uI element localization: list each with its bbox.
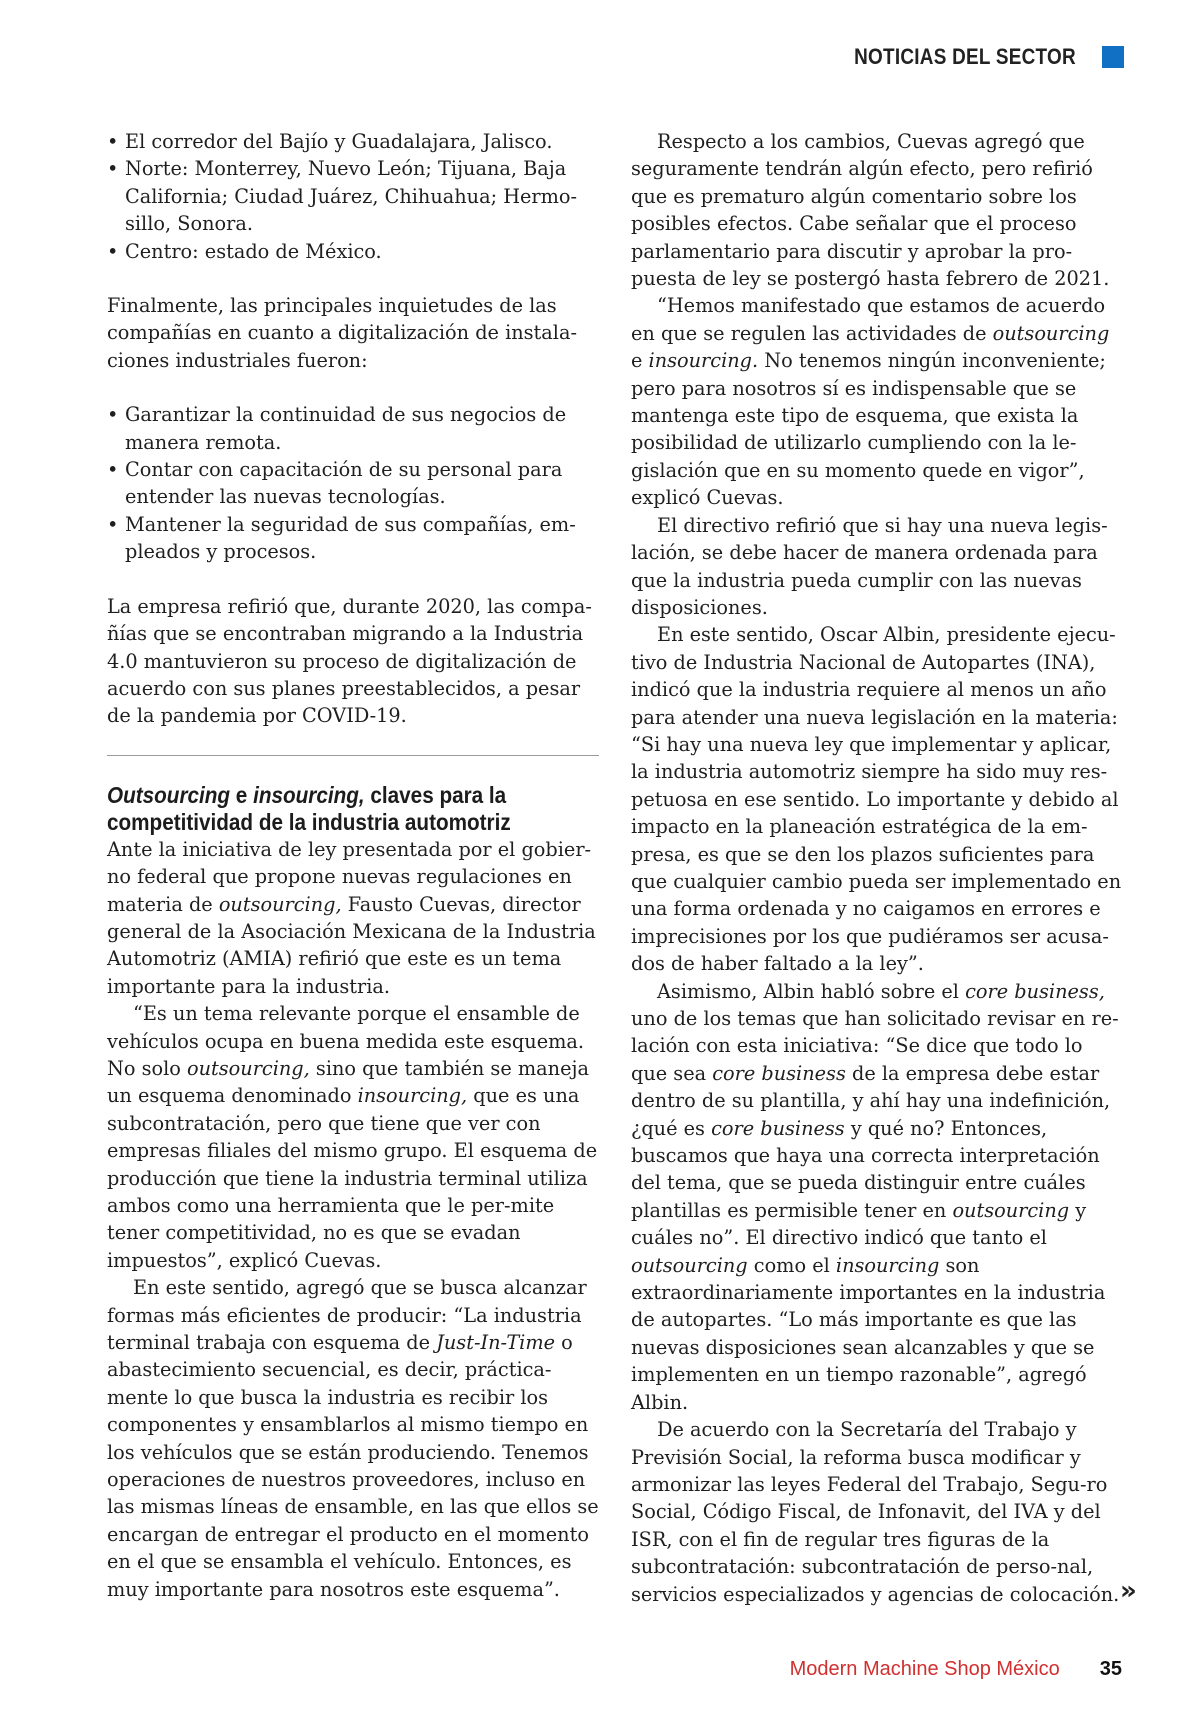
paragraph: Finalmente, las principales inquietudes de las compañías en cuanto a digitalización de instala-ciones industriales fueron:: [107, 294, 577, 372]
left-column: [107, 128, 599, 1603]
list-item: • Norte: Monterrey, Nuevo León; Tijuana, Baja California; Ciudad Juárez, Chihuahua; Hermo-sillo, Sonora.: [107, 155, 599, 237]
continue-arrow-icon: »: [1120, 1576, 1137, 1606]
page-header: [818, 44, 1124, 70]
paragraph: “Hemos manifestado que estamos de acuerdo en que se regulen las actividades de outsourcing e insourcing. No tenemos ningún inconveniente; pero para nosotros sí es indispensable que se mantenga este tipo de esquema, que exista la posibilidad de utilizarlo cumpliendo con la le-gislación que en su momento quede en vigor”, explicó Cuevas.: [631, 294, 1110, 510]
magazine-name: Modern Machine Shop México: [789, 1658, 1060, 1680]
page-footer: [790, 1658, 1122, 1681]
paragraph: Asimismo, Albin habló sobre el core business, uno de los temas que han solicitado revisar en re-lación con esta iniciativa: “Se dice que todo lo que sea core business de la empresa debe estar dentro de su plantilla, y ahí hay una indefinición, ¿qué es core business y qué no? Entonces, buscamos que haya una correcta interpretación del tema, que se pueda distinguir entre cuáles plantillas es permisible tener en outsourcing y cuáles no”. El directivo indicó que tanto el outsourcing como el insourcing son extraordinariamente importantes en la industria de autopartes. “Lo más importante es que las nuevas disposiciones sean alcanzables y que se implementen en un tiempo razonable”, agregó Albin.: [631, 979, 1119, 1414]
section-divider: [107, 755, 599, 756]
paragraph: La empresa refirió que, durante 2020, las compa-ñías que se encontraban migrando a la Industria 4.0 mantuvieron su proceso de digitalización de acuerdo con sus planes preestablecidos, a pesar de la pandemia por COVID-19.: [107, 594, 592, 728]
list-item: • El corredor del Bajío y Guadalajara, Jalisco.: [107, 128, 599, 155]
page-number: 35: [1099, 1658, 1122, 1680]
section-marker-square: [1102, 46, 1124, 68]
list-item: • Contar con capacitación de su personal para entender las nuevas tecnologías.: [107, 456, 599, 511]
paragraph: Ante la iniciativa de ley presentada por el gobier-no federal que propone nuevas regulaciones en materia de outsourcing, Fausto Cuevas, director general de la Asociación Mexicana de la Industria Automotriz (AMIA) refirió que este es un tema importante para la industria.: [107, 837, 596, 998]
region-list: [107, 128, 599, 265]
concerns-list: [107, 401, 599, 565]
list-item: • Garantizar la continuidad de sus negocios de manera remota.: [107, 401, 599, 456]
list-item: • Centro: estado de México.: [107, 238, 599, 265]
section-label: NOTICIAS DEL SECTOR: [854, 44, 1076, 69]
paragraph: El directivo refirió que si hay una nueva legis-lación, se debe hacer de manera ordenada para que la industria pueda cumplir con las nuevas disposiciones.: [631, 513, 1108, 619]
paragraph: De acuerdo con la Secretaría del Trabajo y Previsión Social, la reforma busca modificar y armonizar las leyes Federal del Trabajo, Segu-ro Social, Código Fiscal, de Infonavit, del IVA y del ISR, con el fin de regular tres figuras de la subcontratación: subcontratación de perso-nal, servicios especializados y agencias de colocación.: [631, 1418, 1120, 1606]
paragraph: En este sentido, Oscar Albin, presidente ejecu-tivo de Industria Nacional de Autopartes (INA), indicó que la industria requiere al menos un año para atender una nueva legislación en la materia: “Si hay una nueva ley que implementar y aplicar, la industria automotriz siempre ha sido muy res-petuosa en ese sentido. Lo importante y debido al impacto en la planeación estratégica de la em-presa, es que se den los plazos suficientes para que cualquier cambio pueda ser implementado en una forma ordenada y no caigamos en errores e imprecisiones por los que pudiéramos ser acusa-dos de haber faltado a la ley”.: [631, 623, 1122, 976]
right-column: [631, 128, 1123, 1608]
paragraph: “Es un tema relevante porque el ensamble de vehículos ocupa en buena medida este esquema. No solo outsourcing, sino que también se maneja un esquema denominado insourcing, que es una subcontratación, pero que tiene que ver con empresas filiales del mismo grupo. El esquema de producción que tiene la industria terminal utiliza ambos como una herramienta que le per-mite tener competitividad, no es que se evadan impuestos”, explicó Cuevas.: [107, 1002, 598, 1272]
section-heading: Outsourcing e insourcing, claves para la competitividad de la industria automotriz: [107, 781, 511, 835]
paragraph: Respecto a los cambios, Cuevas agregó que seguramente tendrán algún efecto, pero refirió que es prematuro algún comentario sobre los posibles efectos. Cabe señalar que el proceso parlamentario para discutir y aprobar la pro-puesta de ley se postergó hasta febrero de 2021.: [631, 130, 1110, 291]
list-item: • Mantener la seguridad de sus compañías, em-pleados y procesos.: [107, 511, 599, 566]
paragraph: En este sentido, agregó que se busca alcanzar formas más eficientes de producir: “La industria terminal trabaja con esquema de Just-In-Time o abastecimiento secuencial, es decir, práctica-mente lo que busca la industria es recibir los componentes y ensamblarlos al mismo tiempo en los vehículos que se están produciendo. Tenemos operaciones de nuestros proveedores, incluso en las mismas líneas de ensamble, en las que ellos se encargan de entregar el producto en el momento en el que se ensambla el vehículo. Entonces, es muy importante para nosotros este esquema”.: [107, 1276, 599, 1601]
